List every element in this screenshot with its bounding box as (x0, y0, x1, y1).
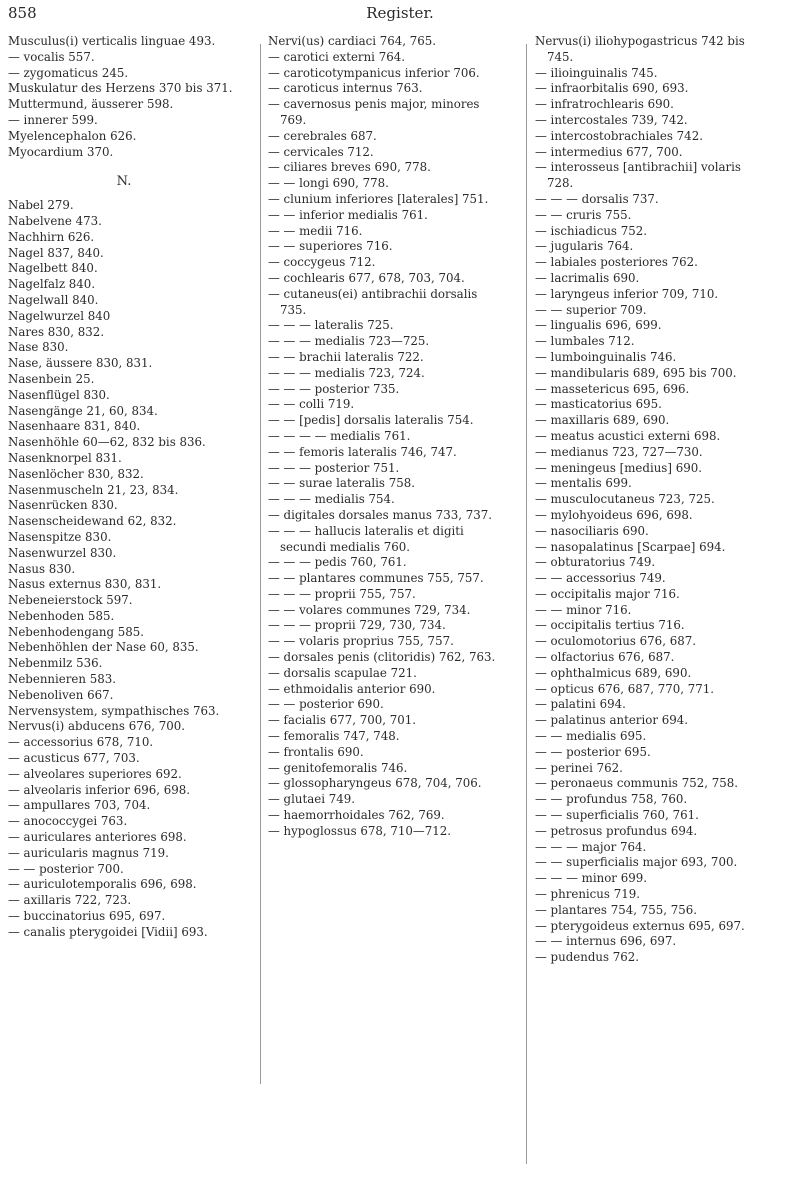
index-entry: — masticatorius 695. (535, 397, 662, 412)
index-entry: — plantares 754, 755, 756. (535, 902, 697, 917)
index-entry: Myocardium 370. (8, 144, 114, 159)
index-entry: — infratrochlearis 690. (535, 97, 674, 112)
index-entry: — — — hallucis lateralis et digiti secundi medialis 760. (268, 523, 464, 554)
index-entry: — dorsalis scapulae 721. (268, 665, 417, 680)
column-divider (260, 44, 261, 1084)
index-entry: — caroticotympanicus inferior 706. (268, 65, 480, 80)
index-entry: — — superior 709. (535, 302, 647, 317)
index-entry: — obturatorius 749. (535, 555, 656, 570)
index-entry: — — volaris proprius 755, 757. (268, 634, 454, 649)
index-entry: — — superiores 716. (268, 239, 393, 254)
index-entry: — — — medialis 723, 724. (268, 365, 425, 380)
index-entry: — — colli 719. (268, 397, 355, 412)
index-entry: — cavernosus penis major, minores 769. (268, 97, 480, 127)
index-entry: — — posterior 695. (535, 744, 651, 759)
index-entry: — — medii 716. (268, 223, 363, 238)
index-entry: — — — dorsalis 737. (535, 191, 659, 206)
index-entry: — occipitalis tertius 716. (535, 618, 685, 633)
index-entry: Nasenwurzel 830. (8, 545, 117, 560)
index-entry: — innerer 599. (8, 112, 98, 127)
index-entry: — carotici externi 764. (268, 49, 405, 64)
index-entry: — coccygeus 712. (268, 255, 376, 270)
index-entry: — — brachii lateralis 722. (268, 349, 424, 364)
index-entry: Nasenrücken 830. (8, 498, 118, 513)
index-entry: Musculus(i) verticalis linguae 493. (8, 34, 216, 48)
index-entry: — — — minor 699. (535, 871, 647, 886)
index-entry: Nervus(i) iliohypogastricus 742 bis 745. (535, 34, 745, 64)
index-entry: — genitofemoralis 746. (268, 760, 408, 775)
index-entry: — — — major 764. (535, 839, 647, 854)
index-entry: — — — pedis 760, 761. (268, 555, 407, 570)
index-column-3 (535, 34, 767, 966)
index-entry: — — posterior 700. (8, 861, 124, 876)
index-entry: — — superficialis 760, 761. (535, 808, 699, 823)
index-entry: Nebeneierstock 597. (8, 593, 133, 608)
index-entry: — oculomotorius 676, 687. (535, 634, 696, 649)
index-entry: — auricularis magnus 719. (8, 845, 169, 860)
index-entry: — vocalis 557. (8, 49, 95, 64)
index-entry: — axillaris 722, 723. (8, 893, 132, 908)
index-entry: — mandibularis 689, 695 bis 700. (535, 365, 737, 380)
index-entry: — ilioinguinalis 745. (535, 65, 658, 80)
index-entry: — lumbales 712. (535, 334, 635, 349)
index-entry: — — surae lateralis 758. (268, 476, 415, 491)
index-entry: — mentalis 699. (535, 476, 632, 491)
index-entry: — alveolares superiores 692. (8, 766, 182, 781)
index-entry: — digitales dorsales manus 733, 737. (268, 507, 492, 522)
index-entry: Nasenspitze 830. (8, 529, 112, 544)
index-entry: — alveolaris inferior 696, 698. (8, 782, 191, 797)
index-entry: — — — lateralis 725. (268, 318, 394, 333)
index-entry: — — medialis 695. (535, 729, 647, 744)
index-entry: Nase 830. (8, 340, 69, 355)
index-entry: Nasenknorpel 831. (8, 450, 122, 465)
index-entry: — — superficialis major 693, 700. (535, 855, 738, 870)
index-entry: — occipitalis major 716. (535, 586, 680, 601)
index-entry: Nagelwurzel 840 (8, 308, 111, 323)
index-entry: — palatini 694. (535, 697, 626, 712)
index-entry: — cervicales 712. (268, 144, 374, 159)
index-entry: — pterygoideus externus 695, 697. (535, 918, 745, 933)
index-entry: — — inferior medialis 761. (268, 207, 428, 222)
index-entry: — glutaei 749. (268, 792, 356, 807)
index-entry: — — internus 696, 697. (535, 934, 677, 949)
index-entry: — ciliares breves 690, 778. (268, 160, 431, 175)
index-entry: Nasus 830. (8, 561, 76, 576)
index-entry: — — cruris 755. (535, 207, 632, 222)
index-entry: — buccinatorius 695, 697. (8, 909, 166, 924)
index-entry: Nebenhoden 585. (8, 608, 115, 623)
index-entry: Nabelvene 473. (8, 213, 102, 228)
index-entry: Nagelbett 840. (8, 261, 98, 276)
index-entry: Nasenscheidewand 62, 832. (8, 514, 177, 529)
index-entry: — ophthalmicus 689, 690. (535, 665, 692, 680)
index-entry: Nabel 279. (8, 198, 74, 213)
index-entry: — cerebrales 687. (268, 128, 377, 143)
index-entry: — petrosus profundus 694. (535, 823, 698, 838)
index-entry: — meningeus [medius] 690. (535, 460, 702, 475)
index-entry: Nebenmilz 536. (8, 656, 103, 671)
index-entry: — phrenicus 719. (535, 887, 640, 902)
index-entry: — frontalis 690. (268, 744, 364, 759)
index-entry: — hypoglossus 678, 710—712. (268, 823, 451, 838)
index-entry: — peronaeus communis 752, 758. (535, 776, 738, 791)
index-entry: — acusticus 677, 703. (8, 751, 140, 766)
index-entry: — — [pedis] dorsalis lateralis 754. (268, 413, 474, 428)
section-letter: N. (116, 174, 132, 190)
index-entry: Muskulatur des Herzens 370 bis 371. (8, 81, 233, 96)
index-entry: — medianus 723, 727—730. (535, 444, 703, 459)
index-entry: Nasenlöcher 830, 832. (8, 466, 144, 481)
index-entry: — auriculares anteriores 698. (8, 830, 187, 845)
index-entry: — dorsales penis (clitoridis) 762, 763. (268, 650, 496, 665)
index-entry: Nasengänge 21, 60, 834. (8, 403, 158, 418)
index-entry: Nasus externus 830, 831. (8, 577, 162, 592)
index-entry: Nervi(us) cardiaci 764, 765. (268, 34, 437, 48)
index-entry: Nagel 837, 840. (8, 245, 104, 260)
index-entry: — cochlearis 677, 678, 703, 704. (268, 270, 465, 285)
index-entry: Nebenhodengang 585. (8, 624, 145, 639)
page-number: 858 (8, 4, 37, 22)
index-entry: — haemorrhoidales 762, 769. (268, 808, 445, 823)
index-entry: Nervensystem, sympathisches 763. (8, 703, 220, 718)
index-entry: — palatinus anterior 694. (535, 713, 688, 728)
index-entry: Nebenhöhlen der Nase 60, 835. (8, 640, 199, 655)
index-entry: — — — medialis 754. (268, 492, 395, 507)
index-entry: — nasopalatinus [Scarpae] 694. (535, 539, 726, 554)
index-entry: — interosseus [antibrachii] volaris 728. (535, 160, 741, 191)
index-entry: — infraorbitalis 690, 693. (535, 81, 689, 96)
index-entry: — meatus acustici externi 698. (535, 428, 721, 443)
index-entry: — intermedius 677, 700. (535, 144, 683, 159)
index-entry: — — — proprii 729, 730, 734. (268, 618, 446, 633)
index-entry: Nebenoliven 667. (8, 687, 114, 702)
index-entry: Nasenhaare 831, 840. (8, 419, 141, 434)
index-entry: — auriculotemporalis 696, 698. (8, 877, 197, 892)
index-entry: — cutaneus(ei) antibrachii dorsalis 735. (268, 286, 478, 317)
index-entry: — caroticus internus 763. (268, 81, 423, 96)
index-entry: Nagelwall 840. (8, 292, 99, 307)
index-entry: — pudendus 762. (535, 950, 640, 965)
index-entry: Myelencephalon 626. (8, 128, 137, 143)
index-entry: Nares 830, 832. (8, 324, 105, 339)
index-entry: — clunium inferiores [laterales] 751. (268, 191, 489, 206)
running-title: Register. (366, 4, 434, 22)
index-entry: Nervus(i) abducens 676, 700. (8, 719, 185, 734)
page-header (0, 0, 800, 30)
index-entry: — — profundus 758, 760. (535, 792, 688, 807)
index-entry: — jugularis 764. (535, 239, 634, 254)
index-entry: — femoralis 747, 748. (268, 729, 400, 744)
index-entry: — olfactorius 676, 687. (535, 650, 675, 665)
index-entry: — — accessorius 749. (535, 571, 666, 586)
index-entry: — glossopharyngeus 678, 704, 706. (268, 776, 482, 791)
index-entry: Nasenbein 25. (8, 371, 95, 386)
index-entry: — — posterior 690. (268, 697, 384, 712)
index-entry: Nasenhöhle 60—62, 832 bis 836. (8, 435, 206, 450)
index-entry: — — plantares communes 755, 757. (268, 571, 484, 586)
index-entry: — intercostales 739, 742. (535, 112, 688, 127)
index-entry: — ethmoidalis anterior 690. (268, 681, 436, 696)
index-entry: — zygomaticus 245. (8, 65, 129, 80)
index-entry: — massetericus 695, 696. (535, 381, 690, 396)
index-entry: — — — posterior 735. (268, 381, 400, 396)
index-entry: — — — proprii 755, 757. (268, 586, 416, 601)
index-entry: — — minor 716. (535, 602, 632, 617)
index-entry: — anococcygei 763. (8, 814, 128, 829)
index-entry: Nebennieren 583. (8, 672, 117, 687)
index-entry: — ischiadicus 752. (535, 223, 647, 238)
index-entry: — nasociliaris 690. (535, 523, 649, 538)
index-entry: — — longi 690, 778. (268, 176, 389, 191)
index-entry: — labiales posteriores 762. (535, 255, 698, 270)
index-column-2 (268, 34, 500, 840)
index-entry: Nagelfalz 840. (8, 277, 96, 292)
index-entry: Nasenmuscheln 21, 23, 834. (8, 482, 179, 497)
index-entry: — mylohyoideus 696, 698. (535, 507, 693, 522)
index-entry: — ampullares 703, 704. (8, 798, 151, 813)
index-entry: — intercostobrachiales 742. (535, 128, 703, 143)
index-entry: Nase, äussere 830, 831. (8, 356, 153, 371)
index-column-1 (8, 34, 240, 941)
index-entry: — — — medialis 723—725. (268, 334, 430, 349)
index-entry: Nasenflügel 830. (8, 387, 110, 402)
index-entry: — — volares communes 729, 734. (268, 602, 471, 617)
index-entry: — laryngeus inferior 709, 710. (535, 286, 719, 301)
index-entry: — canalis pterygoidei [Vidii] 693. (8, 924, 208, 939)
index-entry: Nachhirn 626. (8, 229, 95, 244)
index-entry: — accessorius 678, 710. (8, 735, 154, 750)
index-entry: Muttermund, äusserer 598. (8, 97, 174, 112)
index-entry: — lacrimalis 690. (535, 270, 640, 285)
column-divider (526, 44, 527, 1164)
index-entry: — — — — medialis 761. (268, 428, 411, 443)
index-entry: — lingualis 696, 699. (535, 318, 662, 333)
index-entry: — facialis 677, 700, 701. (268, 713, 417, 728)
index-entry: — — femoris lateralis 746, 747. (268, 444, 457, 459)
index-entry: — maxillaris 689, 690. (535, 413, 670, 428)
index-entry: — musculocutaneus 723, 725. (535, 492, 715, 507)
index-entry: — lumboinguinalis 746. (535, 349, 677, 364)
index-entry: — opticus 676, 687, 770, 771. (535, 681, 715, 696)
index-entry: — perinei 762. (535, 760, 623, 775)
index-entry: — — — posterior 751. (268, 460, 400, 475)
